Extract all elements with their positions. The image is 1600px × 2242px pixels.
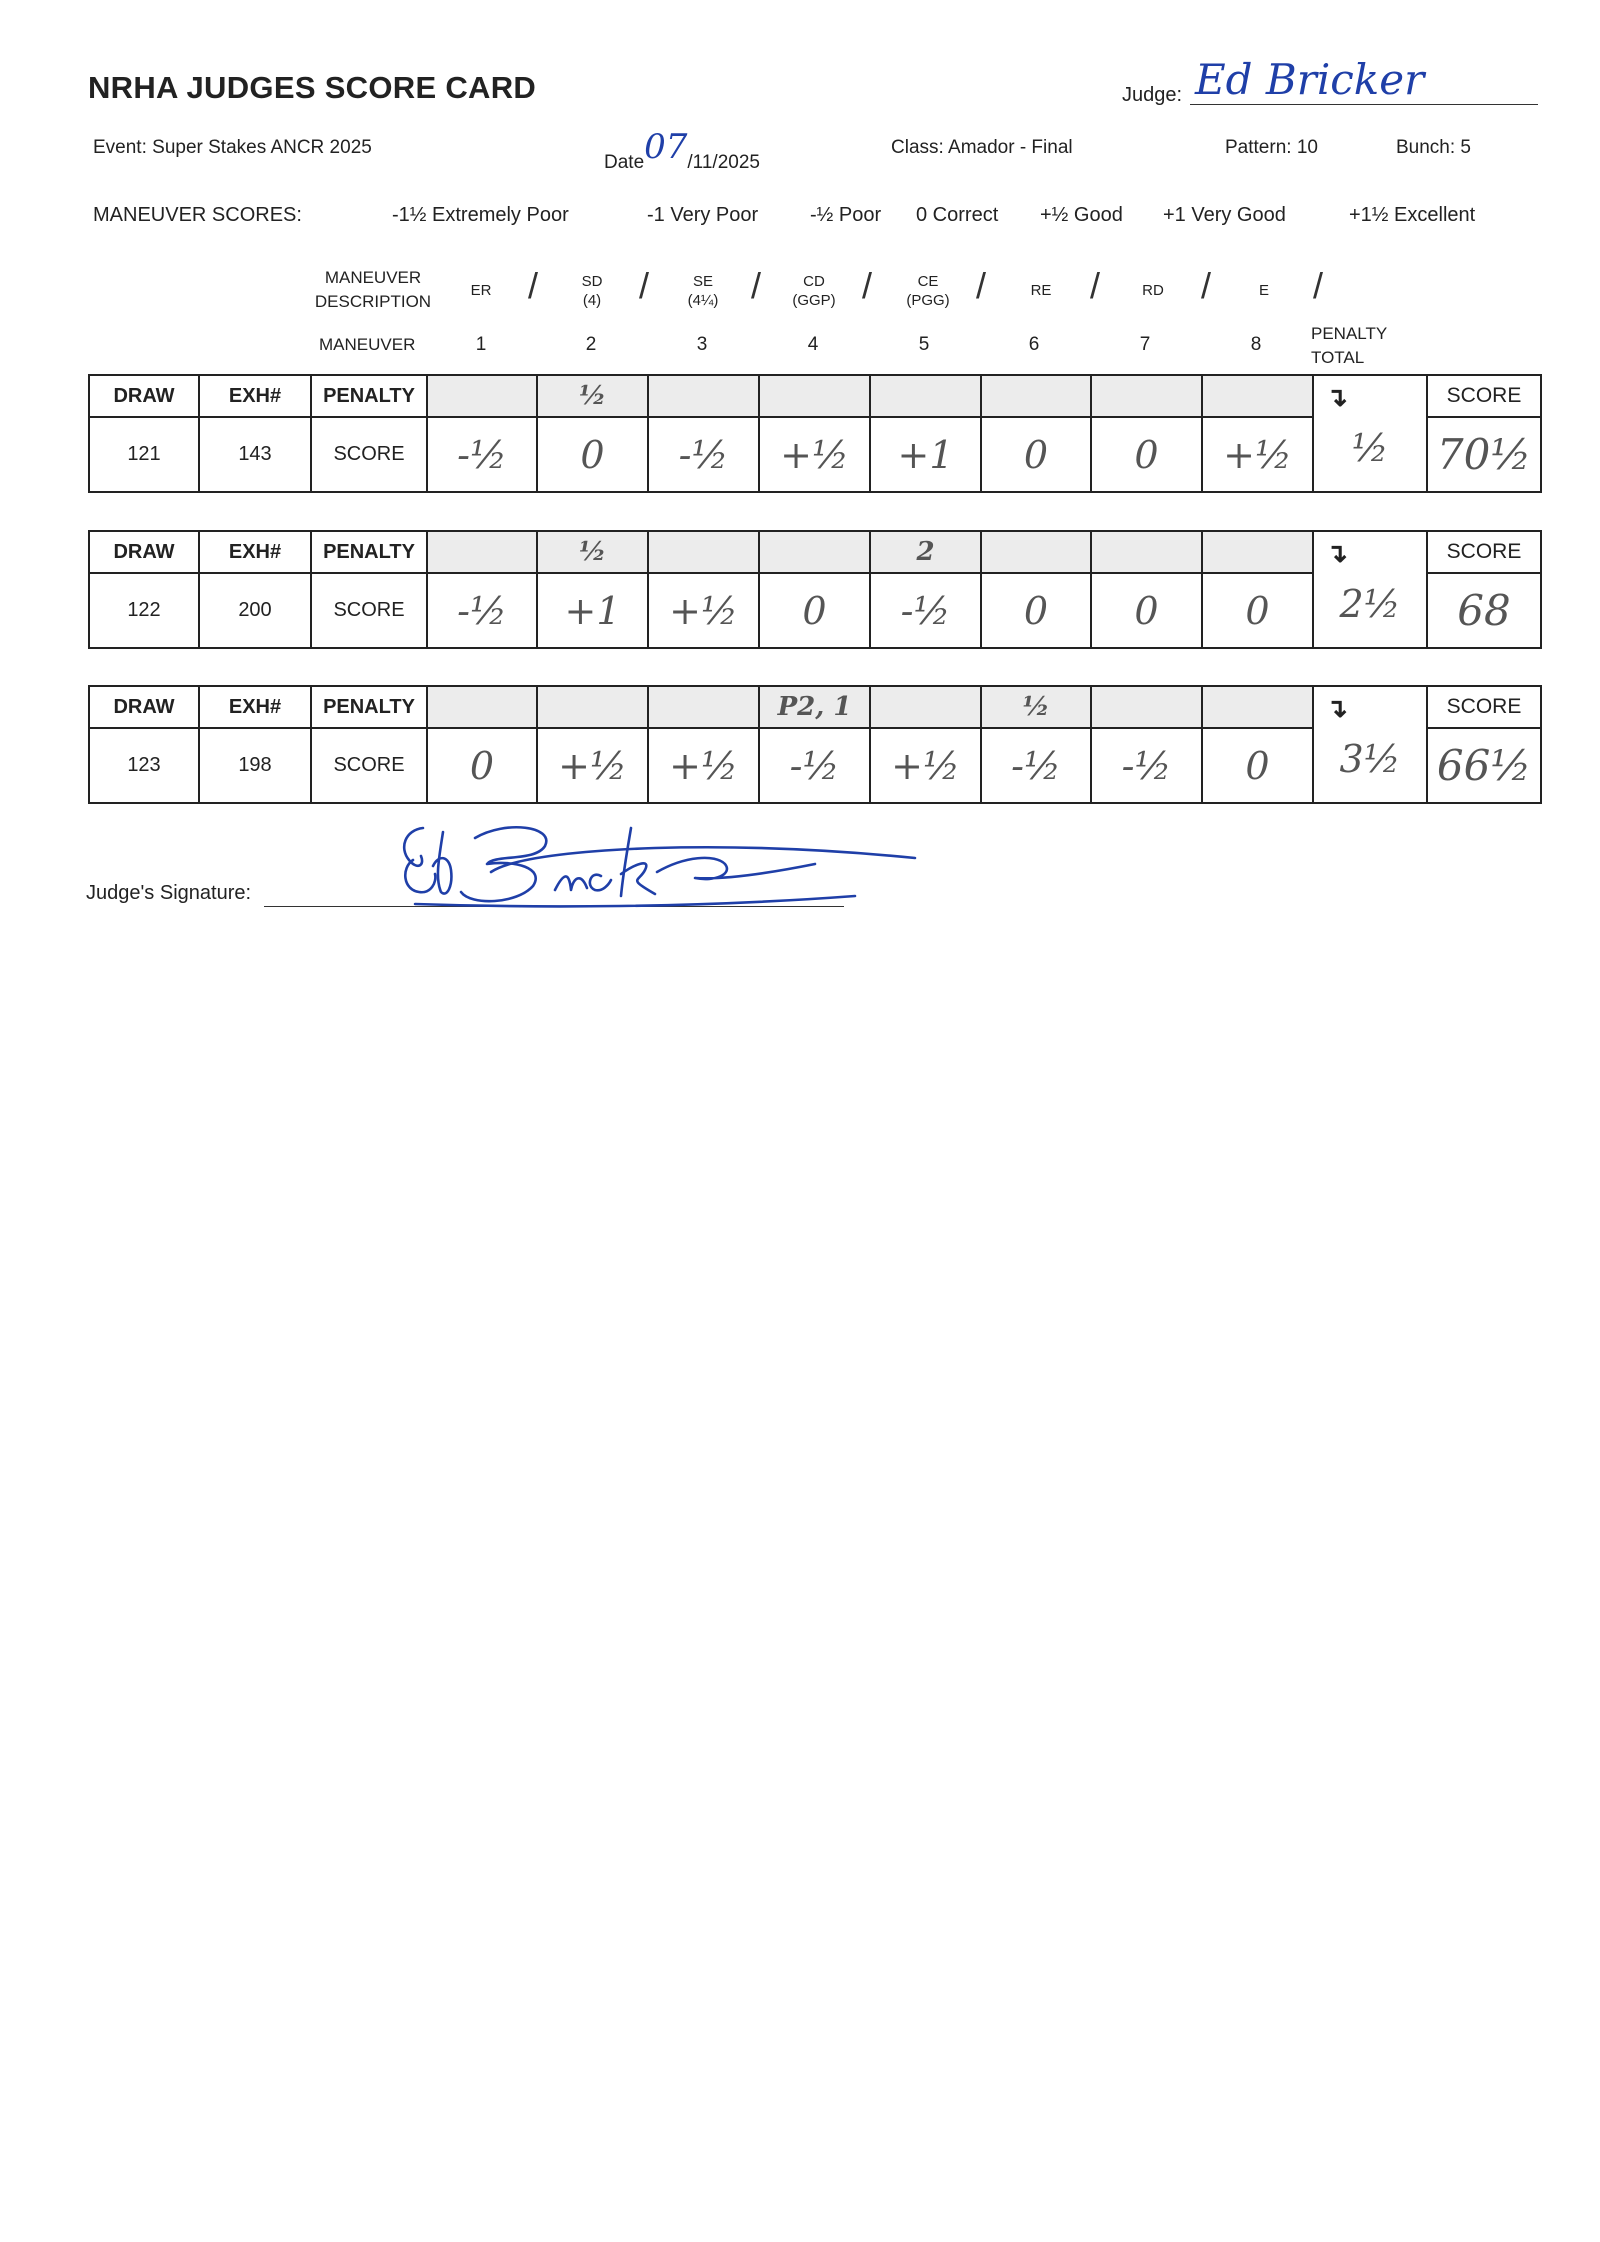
penalty-cell [537, 531, 648, 573]
maneuver-abbr: CD (GGP) [792, 273, 836, 309]
penalty-total: 2½ [1339, 581, 1401, 626]
maneuver-number: 4 [807, 334, 819, 355]
maneuver-score-cell [870, 417, 981, 492]
maneuver-score-cell [1202, 728, 1313, 803]
card-title: NRHA JUDGES SCORE CARD [88, 70, 537, 105]
exh-value: 198 [199, 728, 311, 803]
draw-header: DRAW [89, 686, 199, 728]
maneuver-score-cell [1202, 417, 1313, 492]
penalty-header: PENALTY [311, 531, 427, 573]
divider-slash: / [862, 265, 873, 306]
penalty-total: ½ [1351, 425, 1389, 470]
maneuver-description-label: MANEUVER DESCRIPTION [314, 268, 432, 311]
scale-item: +½ Good [1040, 204, 1123, 226]
divider-slash: / [751, 265, 762, 306]
score-header: SCORE [1427, 375, 1541, 417]
draw-value: 121 [89, 417, 199, 492]
penalty-cell [1202, 686, 1313, 728]
maneuver-score-cell [537, 417, 648, 492]
penalty-mark: 2 [916, 537, 935, 567]
final-score-cell [1427, 417, 1541, 492]
penalty-cell [648, 531, 759, 573]
exh-header: EXH# [199, 375, 311, 417]
maneuver-score: +½ [891, 743, 960, 788]
penalty-cell [1202, 531, 1313, 573]
penalty-total-cell [1313, 686, 1427, 803]
final-score-cell [1427, 573, 1541, 648]
scale-item: +1½ Excellent [1349, 204, 1476, 226]
maneuver-score-cell [870, 573, 981, 648]
scale-item: +1 Very Good [1163, 204, 1286, 226]
maneuver-score: 0 [1134, 588, 1159, 633]
scale-item: -½ Poor [810, 204, 882, 226]
penalty-header: PENALTY [311, 375, 427, 417]
maneuver-score: 0 [469, 743, 495, 788]
score-row-label: SCORE [311, 728, 427, 803]
penalty-cell [427, 686, 537, 728]
maneuver-score: -½ [678, 432, 729, 477]
draw-header: DRAW [89, 375, 199, 417]
judge-signature [395, 808, 935, 923]
penalty-cell [427, 375, 537, 417]
maneuver-number: 1 [475, 334, 487, 355]
score-table [88, 374, 1542, 493]
maneuver-score-cell [981, 728, 1091, 803]
maneuver-number: 7 [1139, 334, 1151, 355]
penalty-cell [870, 375, 981, 417]
pattern-label: Pattern: 10 [1225, 137, 1318, 158]
maneuver-score: 0 [802, 588, 827, 633]
penalty-mark: ½ [1022, 692, 1050, 722]
maneuver-score: 0 [1245, 588, 1270, 633]
penalty-mark: P2, 1 [777, 692, 852, 722]
maneuver-score: 0 [1023, 432, 1049, 477]
judge-name: Ed Bricker [1195, 55, 1425, 104]
maneuver-abbr: ER [470, 282, 492, 299]
score-row-label: SCORE [311, 417, 427, 492]
maneuver-score: +½ [1223, 432, 1292, 477]
divider-slash: / [976, 265, 987, 306]
maneuver-score: -½ [789, 743, 840, 788]
date-field [604, 127, 760, 177]
maneuver-score-cell [427, 417, 537, 492]
maneuver-score: +1 [897, 432, 954, 477]
maneuver-score-cell [981, 417, 1091, 492]
maneuver-score-cell [981, 573, 1091, 648]
maneuver-number: 6 [1028, 334, 1040, 355]
penalty-total-label: PENALTY TOTAL [1311, 324, 1388, 367]
scale-item: 0 Correct [916, 204, 999, 226]
exh-header: EXH# [199, 531, 311, 573]
score-table [88, 685, 1542, 804]
penalty-cell [870, 686, 981, 728]
exh-value: 200 [199, 573, 311, 648]
maneuver-score: -½ [900, 588, 951, 633]
maneuver-score-cell [427, 728, 537, 803]
event-label: Event: Super Stakes ANCR 2025 [93, 137, 372, 158]
maneuver-number: 2 [585, 334, 597, 355]
score-header: SCORE [1427, 686, 1541, 728]
maneuver-number: 8 [1250, 334, 1262, 355]
maneuver-score-cell [648, 417, 759, 492]
maneuver-abbr: SD (4) [581, 273, 603, 309]
maneuver-score-cell [427, 573, 537, 648]
score-row-label: SCORE [311, 573, 427, 648]
penalty-cell [759, 686, 870, 728]
penalty-header: PENALTY [311, 686, 427, 728]
final-score: 70½ [1436, 430, 1532, 479]
date-label: Date [604, 152, 645, 173]
maneuver-score-cell [759, 417, 870, 492]
penalty-total: 3½ [1339, 736, 1401, 781]
penalty-total-cell [1313, 375, 1427, 492]
maneuver-score-cell [1091, 728, 1202, 803]
maneuver-scores-label: MANEUVER SCORES: [93, 204, 302, 226]
maneuver-score-cell [537, 728, 648, 803]
penalty-cell [1202, 375, 1313, 417]
exh-header: EXH# [199, 686, 311, 728]
maneuver-abbr: SE (4¼) [687, 273, 719, 309]
maneuver-abbr: CE (PGG) [906, 273, 950, 309]
score-header: SCORE [1427, 531, 1541, 573]
penalty-cell [648, 686, 759, 728]
penalty-cell [427, 531, 537, 573]
maneuver-score-cell [537, 573, 648, 648]
date-handwritten: 07 [644, 127, 688, 167]
bunch-label: Bunch: 5 [1396, 137, 1471, 158]
date-rest: /11/2025 [687, 152, 760, 173]
arrow-icon: ↴ [1326, 382, 1348, 412]
judge-line [1190, 104, 1538, 105]
penalty-cell [981, 375, 1091, 417]
divider-slash: / [528, 265, 539, 306]
maneuver-abbr: RD [1142, 282, 1164, 299]
class-label: Class: Amador - Final [891, 137, 1073, 158]
exh-value: 143 [199, 417, 311, 492]
penalty-cell [981, 531, 1091, 573]
divider-slash: / [1090, 265, 1101, 306]
divider-slash: / [1313, 265, 1324, 306]
final-score: 66½ [1436, 741, 1532, 790]
draw-header: DRAW [89, 531, 199, 573]
judge-label: Judge: [1122, 84, 1183, 106]
maneuver-abbr: RE [1030, 282, 1052, 299]
maneuver-score: +½ [669, 743, 738, 788]
signature-label: Judge's Signature: [86, 882, 252, 904]
scale-item: -1 Very Poor [647, 204, 759, 226]
signature-icon [395, 808, 935, 918]
final-score: 68 [1457, 586, 1511, 635]
maneuver-score: +½ [669, 588, 738, 633]
penalty-cell [1091, 375, 1202, 417]
penalty-mark: ½ [578, 537, 607, 567]
maneuver-score-cell [759, 573, 870, 648]
maneuver-score: 0 [580, 432, 605, 477]
maneuver-score: 0 [1245, 743, 1270, 788]
penalty-cell [537, 686, 648, 728]
maneuver-score: -½ [457, 432, 507, 477]
penalty-cell [759, 375, 870, 417]
penalty-total-cell [1313, 531, 1427, 648]
arrow-icon: ↴ [1326, 693, 1348, 723]
divider-slash: / [639, 265, 650, 306]
maneuver-score-cell [1091, 417, 1202, 492]
maneuver-score-cell [648, 573, 759, 648]
maneuver-abbr: E [1258, 282, 1269, 299]
penalty-cell [537, 375, 648, 417]
draw-value: 122 [89, 573, 199, 648]
maneuver-score: 0 [1134, 432, 1159, 477]
scale-item: -1½ Extremely Poor [392, 204, 569, 226]
maneuver-score-cell [870, 728, 981, 803]
penalty-cell [759, 531, 870, 573]
draw-value: 123 [89, 728, 199, 803]
penalty-cell [1091, 686, 1202, 728]
maneuver-score-cell [648, 728, 759, 803]
maneuver-score-cell [759, 728, 870, 803]
maneuver-score-cell [1202, 573, 1313, 648]
final-score-cell [1427, 728, 1541, 803]
penalty-cell [648, 375, 759, 417]
penalty-cell [1091, 531, 1202, 573]
maneuver-row-label: MANEUVER [319, 335, 416, 354]
penalty-cell [981, 686, 1091, 728]
maneuver-number: 5 [918, 334, 930, 355]
maneuver-score: +½ [780, 432, 849, 477]
score-table [88, 530, 1542, 649]
maneuver-score: +½ [558, 743, 627, 788]
divider-slash: / [1201, 265, 1212, 306]
arrow-icon: ↴ [1326, 538, 1348, 568]
penalty-mark: ½ [578, 381, 607, 411]
maneuver-score-cell [1091, 573, 1202, 648]
maneuver-score: +1 [564, 588, 621, 633]
maneuver-score: -½ [1121, 743, 1172, 788]
maneuver-number: 3 [696, 334, 708, 355]
maneuver-score: 0 [1023, 588, 1049, 633]
penalty-cell [870, 531, 981, 573]
maneuver-score: -½ [1011, 743, 1061, 788]
maneuver-score: -½ [457, 588, 507, 633]
